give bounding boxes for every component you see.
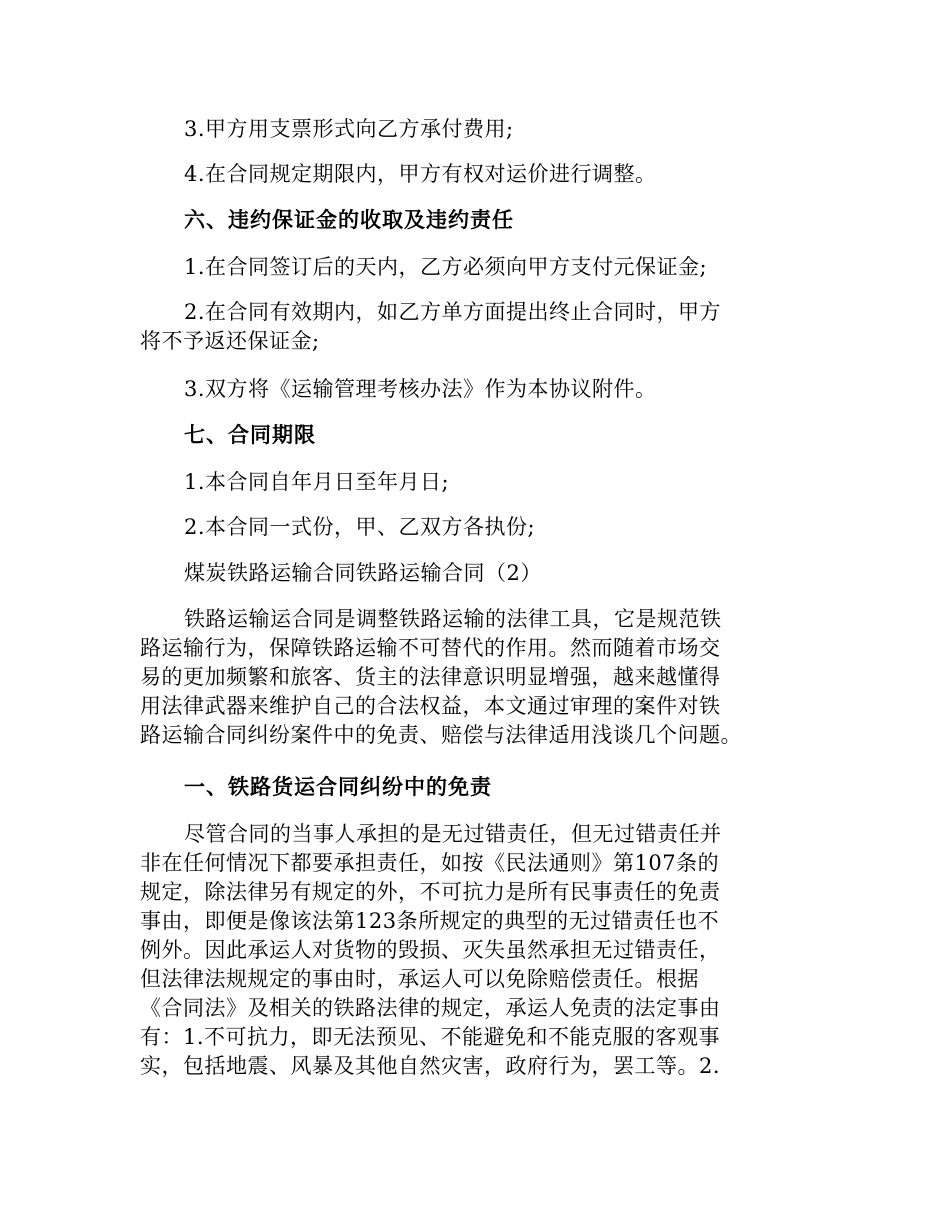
text-line: 事由，即便是像该法第123条所规定的典型的无过错责任也不 xyxy=(140,909,720,933)
text-line: 规定，除法律另有规定的外，不可抗力是所有民事责任的免责 xyxy=(140,880,721,904)
text-line: 例外。因此承运人对货物的毁损、灭失虽然承担无过错责任， xyxy=(140,938,721,962)
text-line: 有：1.不可抗力，即无法预见、不能避免和不能克服的客观事 xyxy=(140,1025,721,1049)
text-line: 3.双方将《运输管理考核办法》作为本协议附件。 xyxy=(184,377,657,401)
text-line: 1.本合同自年月日至年月日; xyxy=(184,470,450,494)
paragraph-section7-item1 xyxy=(140,468,858,497)
paragraph-part1-body xyxy=(140,820,814,1081)
heading-part1 xyxy=(140,773,858,802)
title-text: 煤炭铁路运输合同铁路运输合同（2） xyxy=(184,561,542,585)
text-line: 用法律武器来维护自己的合法权益，本文通过审理的案件对铁 xyxy=(140,694,721,718)
paragraph-section5-item4 xyxy=(140,160,858,189)
text-line: 实，包括地震、风暴及其他自然灾害，政府行为，罢工等。2. xyxy=(140,1054,721,1078)
text-line: 将不予返还保证金; xyxy=(140,329,320,353)
heading-text: 七、合同期限 xyxy=(184,423,316,447)
text-line: 路运输合同纠纷案件中的免责、赔偿与法律适用浅谈几个问题。 xyxy=(140,723,742,747)
heading-section7 xyxy=(140,421,858,450)
paragraph-section7-item2 xyxy=(140,513,858,542)
text-line: 《合同法》及相关的铁路法律的规定，承运人免责的法定事由 xyxy=(140,996,721,1020)
text-line: 铁路运输运合同是调整铁路运输的法律工具，它是规范铁 xyxy=(184,607,722,631)
paragraph-section5-item3 xyxy=(140,115,858,144)
paragraph-section6-item1 xyxy=(140,253,858,282)
text-line: 易的更加频繁和旅客、货主的法律意识明显增强，越来越懂得 xyxy=(140,665,721,689)
paragraph-section6-item2 xyxy=(140,298,814,356)
text-line: 3.甲方用支票形式向乙方承付费用; xyxy=(184,117,514,141)
text-line: 非在任何情况下都要承担责任，如按《民法通则》第107条的 xyxy=(140,851,720,875)
article2-title xyxy=(140,559,858,588)
paragraph-section6-item3 xyxy=(140,375,858,404)
text-line: 2.本合同一式份，甲、乙双方各执份; xyxy=(184,515,536,539)
paragraph-article2-intro xyxy=(140,605,814,750)
text-line: 路运输行为，保障铁路运输不可替代的作用。然而随着市场交 xyxy=(140,636,721,660)
heading-section6 xyxy=(140,206,858,235)
text-line: 2.在合同有效期内，如乙方单方面提出终止合同时，甲方 xyxy=(184,300,722,324)
text-line: 但法律法规规定的事由时，承运人可以免除赔偿责任。根据 xyxy=(140,967,699,991)
text-line: 尽管合同的当事人承担的是无过错责任，但无过错责任并 xyxy=(184,822,722,846)
text-line: 1.在合同签订后的天内，乙方必须向甲方支付元保证金; xyxy=(184,255,708,279)
heading-text: 一、铁路货运合同纠纷中的免责 xyxy=(184,775,492,799)
heading-text: 六、违约保证金的收取及违约责任 xyxy=(184,208,514,232)
text-line: 4.在合同规定期限内，甲方有权对运价进行调整。 xyxy=(184,162,657,186)
